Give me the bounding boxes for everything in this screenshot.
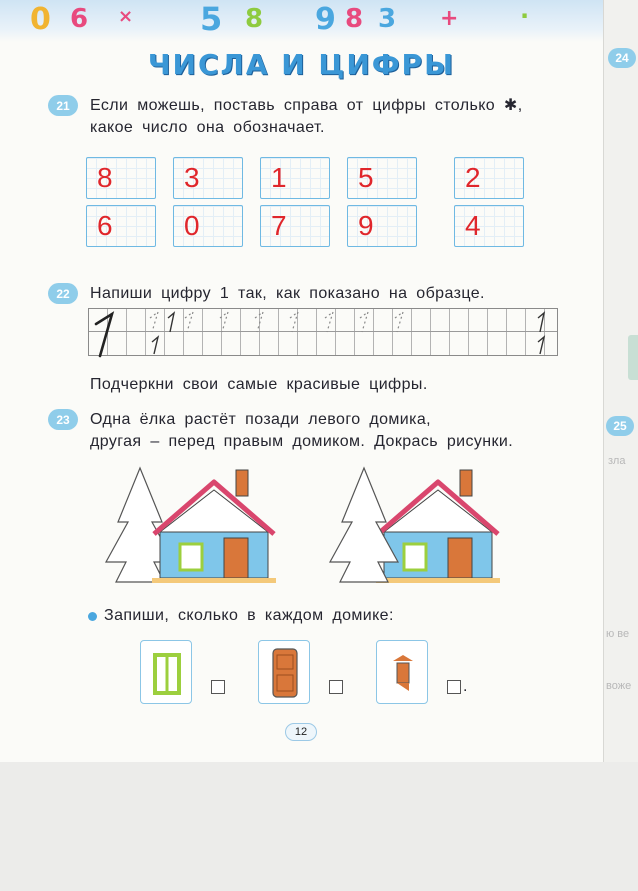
- banner-decoration: 0: [30, 2, 51, 37]
- house-scene-right[interactable]: [312, 462, 512, 587]
- banner-decoration: 8: [345, 4, 364, 34]
- digit: 9: [358, 210, 374, 241]
- end-mark: .: [463, 678, 468, 695]
- task-text: Напиши цифру 1 так, как показано на образце.: [90, 285, 485, 302]
- house-chimney: [236, 470, 248, 496]
- house-wall: [384, 530, 492, 578]
- task-text: другая – перед правым домиком. Докрась рисунки.: [90, 433, 514, 450]
- window-tile: [140, 640, 192, 704]
- banner-decoration: 5: [200, 0, 223, 38]
- page-number: 12: [285, 723, 317, 741]
- banner-decoration: 3: [378, 4, 397, 34]
- house-ground: [152, 578, 276, 583]
- banner-decoration: ×: [118, 6, 134, 27]
- task-text: Подчеркни свои самые красивые цифры.: [90, 376, 428, 393]
- house-chimney: [460, 470, 472, 496]
- banner-decoration: ·: [520, 2, 530, 30]
- page-title: ЧИСЛА И ЦИФРЫ: [147, 48, 456, 81]
- digit: 6: [97, 210, 113, 241]
- chimney-tile: [376, 640, 428, 704]
- digit: 1: [271, 162, 287, 193]
- door-icon: [271, 647, 299, 699]
- house-ground: [376, 578, 500, 583]
- count-prompt: Запиши, сколько в каждом домике:: [104, 607, 394, 624]
- door-tile: [258, 640, 310, 704]
- house-wall: [160, 530, 268, 578]
- digit: 4: [465, 210, 481, 241]
- task-text: какое число она обозначает.: [90, 119, 325, 136]
- house-scene-left[interactable]: [88, 462, 288, 587]
- digit: 5: [358, 162, 374, 193]
- task-badge: 22: [48, 283, 78, 304]
- task-text: Если можешь, поставь справа от цифры столько ✱,: [90, 97, 523, 114]
- answer-box[interactable]: [211, 680, 225, 694]
- task-text: Одна ёлка растёт позади левого домика,: [90, 411, 432, 428]
- answer-box[interactable]: [329, 680, 343, 694]
- next-page-text: воже: [606, 680, 632, 692]
- digit: 8: [97, 162, 113, 193]
- house-window: [404, 544, 426, 570]
- house-door: [224, 538, 248, 578]
- window-icon: [153, 651, 181, 695]
- next-page-task-badge: 24: [608, 48, 636, 68]
- answer-box[interactable]: [447, 680, 461, 694]
- next-page-text: зла: [608, 455, 626, 467]
- house-window: [180, 544, 202, 570]
- digit: 2: [465, 162, 481, 193]
- sample-digit-one: [96, 314, 112, 356]
- house-door: [448, 538, 472, 578]
- digit: 3: [184, 162, 200, 193]
- chimney-icon: [391, 653, 415, 693]
- house-gable: [384, 490, 492, 532]
- banner-decoration: 8: [245, 4, 264, 34]
- solid-ones: [152, 313, 544, 354]
- banner-decoration: +: [440, 6, 459, 31]
- next-page-text: ю ве: [606, 628, 630, 640]
- task-badge: 21: [48, 95, 78, 116]
- banner-decoration: 6: [70, 4, 89, 34]
- digit: 7: [271, 210, 287, 241]
- next-page-task-badge: 25: [606, 416, 634, 436]
- task-badge: 23: [48, 409, 78, 430]
- bullet-dot: [88, 612, 97, 621]
- digit: 0: [184, 210, 200, 241]
- house-gable: [160, 490, 268, 532]
- traced-ones: [150, 312, 403, 332]
- banner-decoration: 9: [315, 2, 336, 37]
